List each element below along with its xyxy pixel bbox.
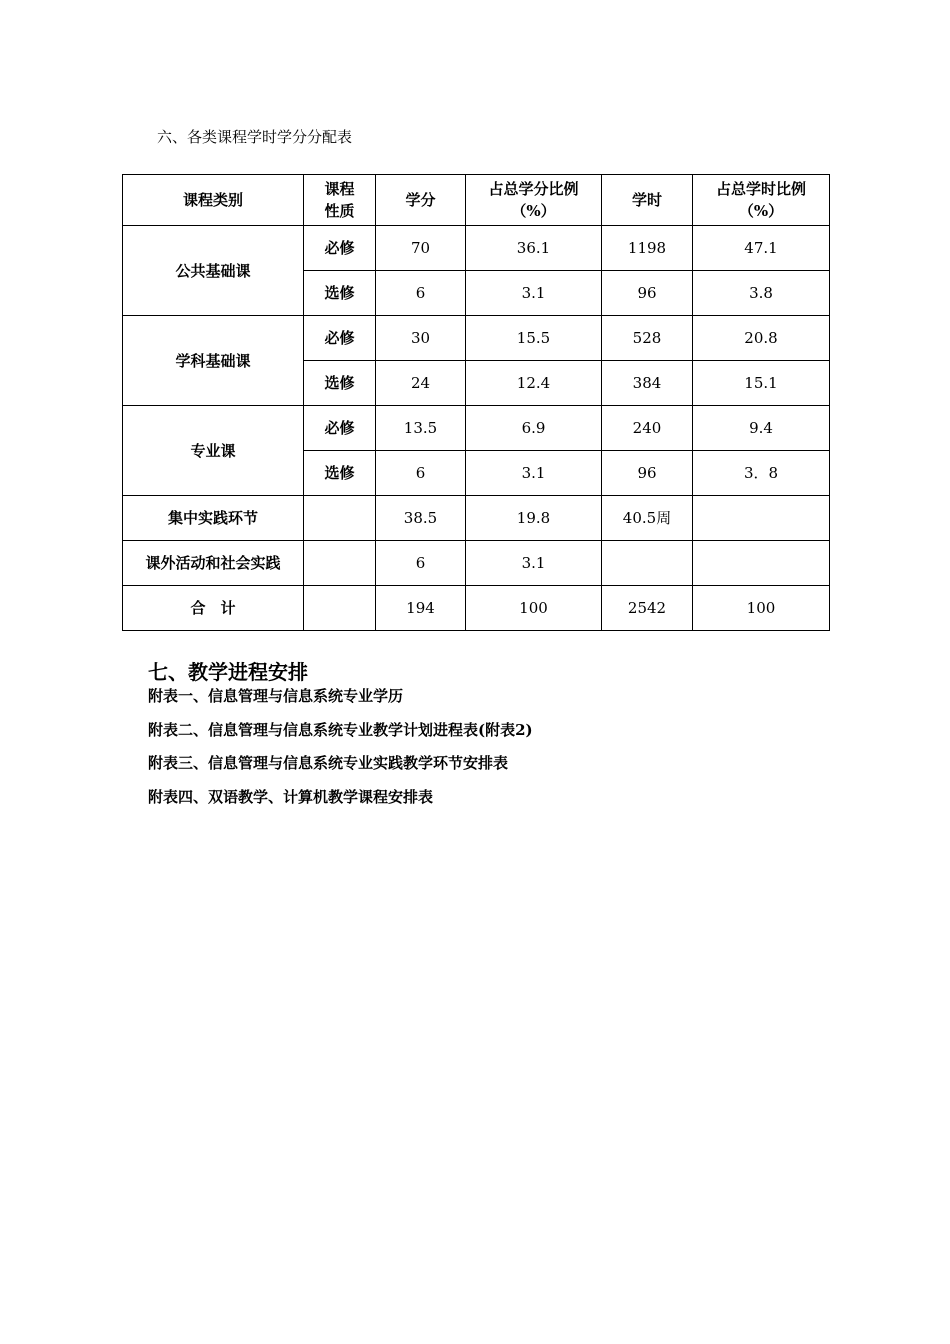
hour-ratio-cell bbox=[693, 496, 830, 541]
header-hour-ratio bbox=[693, 175, 830, 226]
credit-ratio-cell: 3.1 bbox=[466, 451, 602, 496]
hour-ratio-cell bbox=[693, 541, 830, 586]
credits-cell: 13.5 bbox=[376, 406, 466, 451]
header-credit-ratio bbox=[466, 175, 602, 226]
credit-ratio-cell: 100 bbox=[466, 586, 602, 631]
hours-cell: 96 bbox=[602, 271, 693, 316]
section-7-title: 七、教学进程安排 bbox=[148, 660, 308, 684]
header-credits: 学分 bbox=[376, 175, 466, 226]
hour-ratio-cell: 3．8 bbox=[693, 451, 830, 496]
credit-ratio-cell: 12.4 bbox=[466, 361, 602, 406]
appendix-item-1: 附表一、信息管理与信息系统专业学历 bbox=[148, 687, 404, 705]
credits-cell: 70 bbox=[376, 226, 466, 271]
hour-ratio-cell: 9.4 bbox=[693, 406, 830, 451]
header-hour-ratio-line2: （%） bbox=[738, 202, 784, 220]
appendix-item-2: 附表二、信息管理与信息系统专业教学计划进程表(附表2) bbox=[148, 721, 533, 739]
hours-cell: 384 bbox=[602, 361, 693, 406]
category-cell: 课外活动和社会实践 bbox=[123, 541, 304, 586]
credits-cell: 6 bbox=[376, 451, 466, 496]
category-cell: 学科基础课 bbox=[123, 316, 304, 406]
credit-ratio-cell: 3.1 bbox=[466, 271, 602, 316]
credits-cell: 30 bbox=[376, 316, 466, 361]
hours-cell: 40.5周 bbox=[602, 496, 693, 541]
hour-ratio-cell: 20.8 bbox=[693, 316, 830, 361]
credits-cell: 6 bbox=[376, 541, 466, 586]
header-credit-ratio-line2: （%） bbox=[511, 202, 556, 220]
appendix-item-3: 附表三、信息管理与信息系统专业实践教学环节安排表 bbox=[148, 754, 509, 772]
nature-cell bbox=[304, 586, 376, 631]
hours-cell: 1198 bbox=[602, 226, 693, 271]
hours-cell: 2542 bbox=[602, 586, 693, 631]
credit-ratio-cell: 15.5 bbox=[466, 316, 602, 361]
category-cell: 集中实践环节 bbox=[123, 496, 304, 541]
section-6-title: 六、各类课程学时学分分配表 bbox=[157, 128, 353, 146]
credits-cell: 6 bbox=[376, 271, 466, 316]
nature-cell: 必修 bbox=[304, 406, 376, 451]
credit-ratio-cell: 36.1 bbox=[466, 226, 602, 271]
category-cell: 专业课 bbox=[123, 406, 304, 496]
credits-cell: 194 bbox=[376, 586, 466, 631]
header-nature-line1: 课程 bbox=[324, 180, 355, 198]
table-row bbox=[123, 406, 830, 451]
nature-cell: 选修 bbox=[304, 361, 376, 406]
hour-ratio-cell: 15.1 bbox=[693, 361, 830, 406]
table-row bbox=[123, 496, 830, 541]
hours-cell: 96 bbox=[602, 451, 693, 496]
header-hour-ratio-line1: 占总学时比例 bbox=[715, 180, 806, 198]
category-cell: 公共基础课 bbox=[123, 226, 304, 316]
hours-cell bbox=[602, 541, 693, 586]
hours-cell: 240 bbox=[602, 406, 693, 451]
nature-cell: 选修 bbox=[304, 451, 376, 496]
credit-ratio-cell: 3.1 bbox=[466, 541, 602, 586]
credit-ratio-cell: 6.9 bbox=[466, 406, 602, 451]
table-row bbox=[123, 541, 830, 586]
credit-hour-allocation-table bbox=[122, 174, 830, 631]
header-nature-line2: 性质 bbox=[324, 202, 355, 220]
nature-cell bbox=[304, 541, 376, 586]
hours-cell: 528 bbox=[602, 316, 693, 361]
nature-cell: 必修 bbox=[304, 316, 376, 361]
table-row bbox=[123, 316, 830, 361]
header-hours: 学时 bbox=[602, 175, 693, 226]
nature-cell: 必修 bbox=[304, 226, 376, 271]
header-category: 课程类别 bbox=[123, 175, 304, 226]
nature-cell: 选修 bbox=[304, 271, 376, 316]
credits-cell: 38.5 bbox=[376, 496, 466, 541]
total-label-cell: 合 计 bbox=[123, 586, 304, 631]
credits-cell: 24 bbox=[376, 361, 466, 406]
hour-ratio-cell: 47.1 bbox=[693, 226, 830, 271]
appendix-item-4: 附表四、双语教学、计算机教学课程安排表 bbox=[148, 788, 434, 806]
table-total-row bbox=[123, 586, 830, 631]
nature-cell bbox=[304, 496, 376, 541]
table-header-row bbox=[123, 175, 830, 226]
credit-ratio-cell: 19.8 bbox=[466, 496, 602, 541]
hour-ratio-cell: 100 bbox=[693, 586, 830, 631]
table-row bbox=[123, 226, 830, 271]
header-credit-ratio-line1: 占总学分比例 bbox=[488, 180, 579, 198]
header-nature bbox=[304, 175, 376, 226]
hour-ratio-cell: 3.8 bbox=[693, 271, 830, 316]
